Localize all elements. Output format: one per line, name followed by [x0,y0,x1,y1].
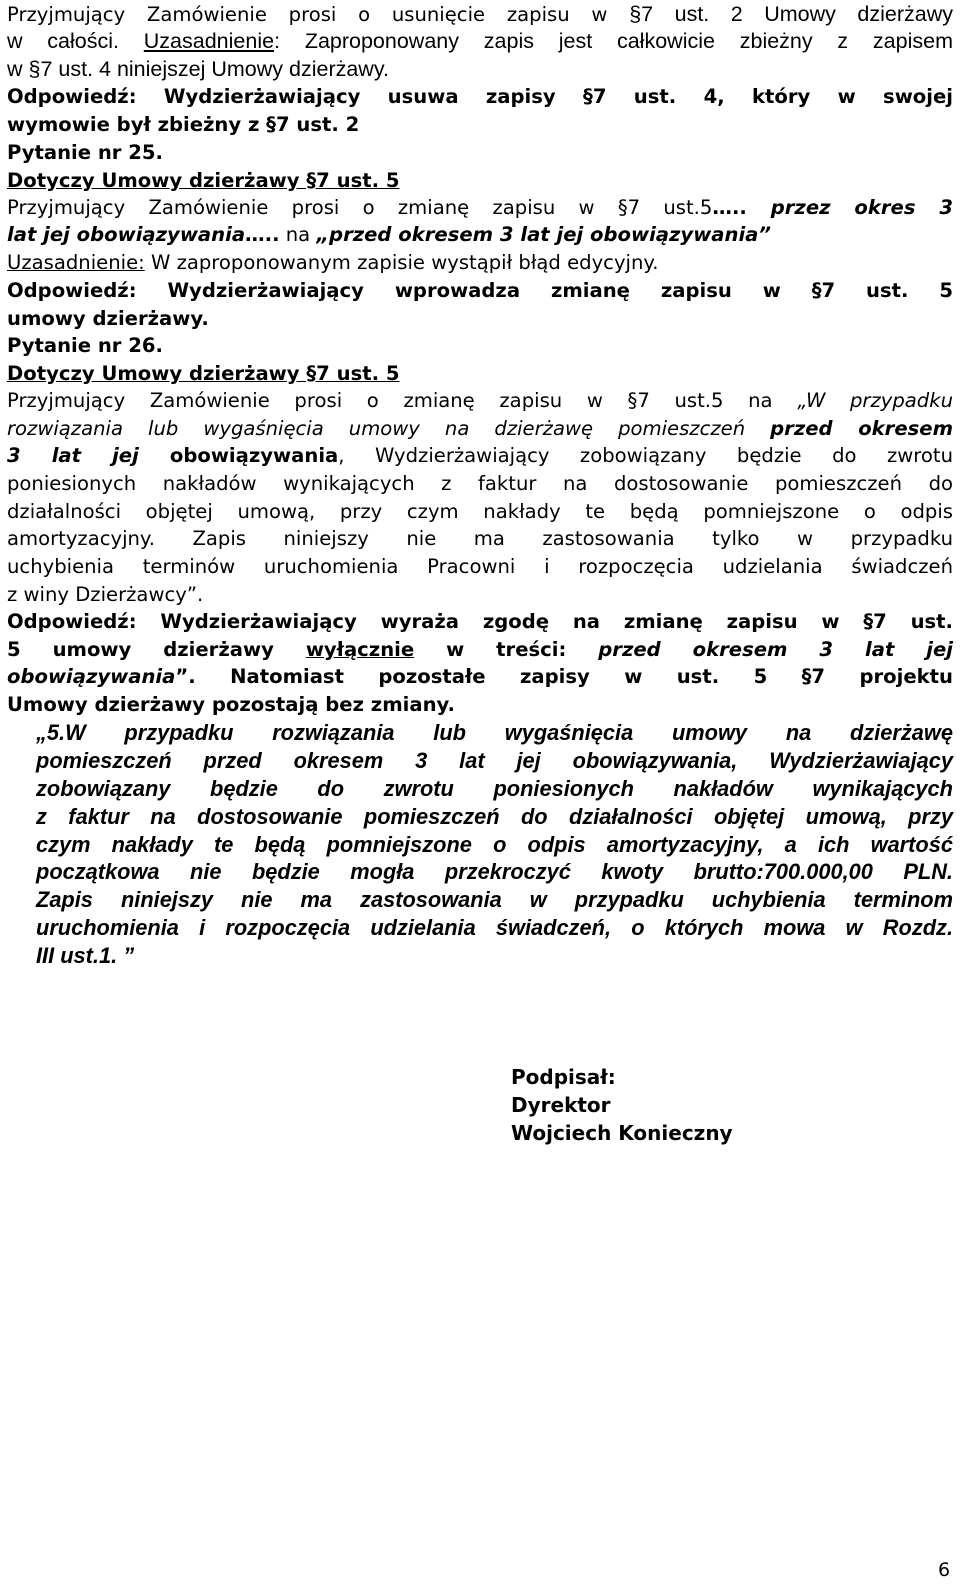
text-span: „przed okresem 3 lat jej obowiązywania” [316,223,772,246]
text-span: obowiązywania [7,665,176,688]
text-span: amortyzacyjny. Zapis niniejszy nie ma zastosowania tylko w przypadku [7,527,953,550]
text-span: lat jej obowiązywania [7,223,246,246]
question-subject [7,168,953,194]
quoted-clause-line [36,720,953,746]
answer-line [7,112,953,138]
text-span: obowiązywania [138,444,339,467]
text-span: Przyjmujący Zamówienie prosi o zmianę zapisu w §7 ust.5 na [7,389,798,412]
text-span: „5.W przypadku rozwiązania lub wygaśnięcia umowy na dzierżawę [36,720,953,745]
text-span: z winy Dzierżawcy”. [7,583,204,606]
text-span: uruchomienia i rozpoczęcia udzielania świadczeń, o których mowa w Rozdz. [36,915,953,940]
text-span: w całości. [7,29,144,53]
text-span: „W przypadku [797,389,953,412]
text-line [7,471,953,497]
question-heading [7,140,953,166]
text-span: Przyjmujący Zamówienie prosi o zmianę zapisu w §7 ust.5 [7,196,713,219]
quoted-clause-line [36,776,953,802]
answer-line [7,306,953,332]
text-span: ”. Natomiast pozostałe zapisy w ust. 5 §7 projektu [175,665,953,688]
page-number: 6 [938,1559,951,1581]
answer-line [7,664,953,690]
quoted-clause-line [36,859,953,885]
text-span: Zapis niniejszy nie ma zastosowania w przypadku uchybienia terminom [36,887,953,912]
text-span: w §7 ust. 4 niniejszej Umowy dzierżawy. [7,57,389,81]
text-span: ….. [712,196,747,219]
quoted-clause-line [36,832,953,858]
answer-line [7,692,953,718]
text-span: początkowa nie będzie mogła przekroczyć kwoty brutto:700.000,00 PLN. [36,859,953,884]
text-span: §7 ust. 2 Umowy dzierżawy [629,2,953,26]
quoted-clause-line [36,748,953,774]
text-span: Odpowiedź: Wydzierżawiający usuwa zapisy §7 ust. 4, który w swojej [7,85,953,108]
text-span: : Zaproponowany zapis jest całkowicie zbieżny z zapisem [274,29,953,53]
text-line [7,250,953,276]
text-span: Dotyczy Umowy dzierżawy §7 ust. 5 [7,362,400,385]
text-span: czym nakłady te będą pomniejszone o odpis amortyzacyjny, a ich wartość [36,832,953,857]
quoted-clause-line [36,915,953,941]
answer-line [7,278,953,304]
text-span: Umowy dzierżawy pozostają bez zmiany. [7,693,455,716]
text-span: zobowiązany będzie do zwrotu poniesionych nakładów wynikających [36,776,953,801]
text-line [7,526,953,552]
question-heading [7,333,953,359]
text-span: Uzasadnienie: [7,251,145,274]
text-line [7,195,953,221]
text-span: wyłącznie [305,638,415,661]
text-line [7,56,953,82]
text-span: działalności objętej umową, przy czym nakłady te będą pomniejszone o odpis [7,500,953,523]
text-span: umowy dzierżawy. [7,307,209,330]
text-span: Dotyczy Umowy dzierżawy §7 ust. 5 [7,169,400,192]
text-span: z faktur na dostosowanie pomieszczeń do działalności objętej umową, przy [36,804,953,829]
text-span: pomieszczeń przed okresem 3 lat jej obowiązywania, Wydzierżawiający [36,748,953,773]
text-line [7,443,953,469]
text-line [7,499,953,525]
text-span: poniesionych nakładów wynikających z faktur na dostosowanie pomieszczeń do [7,472,953,495]
text-span: W zaproponowanym zapisie wystąpił błąd edycyjny. [144,251,659,274]
quoted-clause-line [36,887,953,913]
text-span: Pytanie nr 25. [7,141,164,164]
text-span: 3 lat jej [7,444,139,467]
signature-name: Wojciech Konieczny [511,1121,733,1145]
text-line [7,416,953,442]
question-subject [7,361,953,387]
text-span: 5 umowy dzierżawy [7,638,306,661]
signature-title: Dyrektor [511,1093,611,1117]
text-span: III ust.1. ” [36,943,135,968]
text-line [7,554,953,580]
text-span: , Wydzierżawiający zobowiązany będzie do zwrotu [338,444,954,467]
signature-label: Podpisał: [511,1065,616,1089]
text-span: rozwiązania lub wygaśnięcia umowy na dzierżawę pomieszczeń [7,417,771,440]
text-span: wymowie był zbieżny z §7 ust. 2 [7,113,360,136]
text-line [7,222,953,248]
text-line [7,582,953,608]
answer-line [7,609,953,635]
text-span: Pytanie nr 26. [7,334,164,357]
answer-line [7,637,953,663]
text-span: Uzasadnienie [143,29,275,53]
text-span: przez okres 3 [746,196,953,219]
text-span: przed okresem 3 lat jej [598,638,953,661]
text-span: na [279,223,317,246]
text-span: w treści: [414,638,599,661]
text-line [7,1,953,28]
quoted-clause-line [36,943,953,969]
text-span: przed okresem [770,417,954,440]
text-span: Przyjmujący Zamówienie prosi o usunięcie zapisu w [7,3,630,26]
quoted-clause-line [36,804,953,830]
text-span: Odpowiedź: Wydzierżawiający wyraża zgodę na zmianę zapisu w §7 ust. [7,610,953,633]
text-span: ….. [245,223,280,246]
text-line [7,388,953,414]
text-span: Odpowiedź: Wydzierżawiający wprowadza zmianę zapisu w §7 ust. 5 [7,279,953,302]
text-line [7,28,953,54]
text-span: uchybienia terminów uruchomienia Pracowni i rozpoczęcia udzielania świadczeń [7,555,953,578]
answer-line [7,84,953,110]
